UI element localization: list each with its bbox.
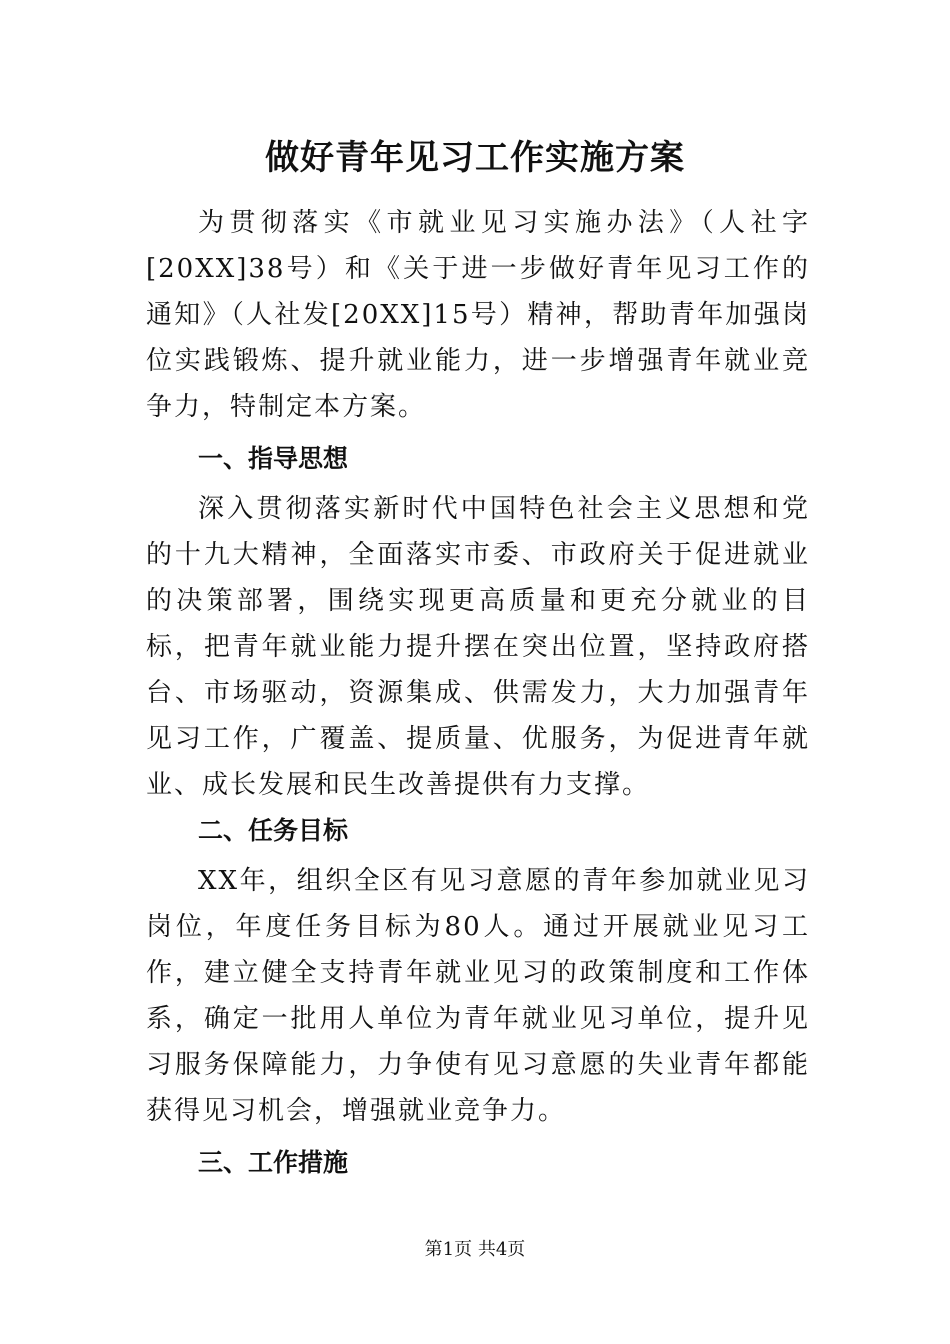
intro-paragraph: 为贯彻落实《市就业见习实施办法》（人社字[20XX]38号）和《关于进一步做好青年见习工作的通知》（人社发[20XX]15号）精神，帮助青年加强岗位实践锻炼、提升就业能力，进一步增强青年就业竞争力，特制定本方案。 <box>146 208 810 422</box>
section-body-guiding-ideology: 深入贯彻落实新时代中国特色社会主义思想和党的十九大精神，全面落实市委、市政府关于促进就业的决策部署，围绕实现更高质量和更充分就业的目标，把青年就业能力提升摆在突出位置，坚持政府搭台、市场驱动，资源集成、供需发力，大力加强青年见习工作，广覆盖、提质量、优服务，为促进青年就业、成长发展和民生改善提供有力支撑。 <box>146 494 810 800</box>
section-heading-guiding-ideology: 一、指导思想 <box>198 444 349 473</box>
document-body <box>146 200 810 1190</box>
section-heading-work-measures: 三、工作措施 <box>198 1148 349 1177</box>
section-body-task-goals: XX年，组织全区有见习意愿的青年参加就业见习岗位，年度任务目标为80人。通过开展就业见习工作，建立健全支持青年就业见习的政策制度和工作体系，确定一批用人单位为青年就业见习单位，提升见习服务保障能力，力争使有见习意愿的失业青年都能获得见习机会，增强就业竞争力。 <box>146 866 810 1126</box>
section-heading-task-goals: 二、任务目标 <box>198 816 349 845</box>
document-title: 做好青年见习工作实施方案 <box>265 138 685 178</box>
page-number-footer: 第1页 共4页 <box>424 1239 526 1260</box>
